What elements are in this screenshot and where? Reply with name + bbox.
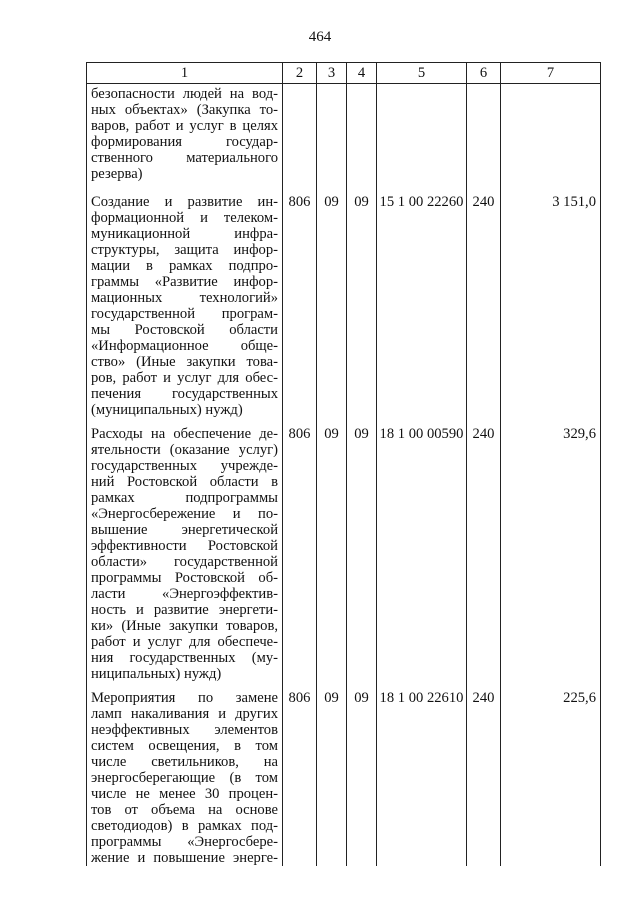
row-section-code: 09: [317, 424, 347, 688]
description-line: неэффективных элементов: [91, 722, 278, 738]
description-line: муникационной инфра-: [91, 226, 278, 242]
description-line: формационной и телеком-: [91, 210, 278, 226]
row-description: [87, 688, 283, 866]
row-section-code: [317, 84, 347, 193]
description-line: тов от объема на основе: [91, 802, 278, 818]
row-subsection-code: 09: [347, 192, 377, 424]
header-col-3: 3: [317, 63, 347, 84]
header-col-1: 1: [87, 63, 283, 84]
row-target-article: [377, 84, 467, 193]
description-line: Расходы на обеспечение де-: [91, 426, 278, 442]
row-section-code: 09: [317, 688, 347, 866]
row-amount: [501, 84, 601, 193]
row-ministry-code: 806: [283, 192, 317, 424]
description-line: ственного материального: [91, 150, 278, 166]
row-amount: 225,6: [501, 688, 601, 866]
row-ministry-code: 806: [283, 688, 317, 866]
description-line: числе светильников, на: [91, 754, 278, 770]
description-line: (муниципальных) нужд): [91, 402, 243, 418]
header-col-7: 7: [501, 63, 601, 84]
row-target-article: 15 1 00 22260: [377, 192, 467, 424]
description-line: ность и развитие энергети-: [91, 602, 278, 618]
table-row: [87, 192, 601, 424]
description-line: мы Ростовской области: [91, 322, 278, 338]
description-line: ласти «Энергоэффектив-: [91, 586, 278, 602]
row-expense-type: 240: [467, 192, 501, 424]
table-row: [87, 84, 601, 193]
description-line: «Энергосбережение и по-: [91, 506, 278, 522]
description-line: вышение энергетической: [91, 522, 278, 538]
description-line: государственной програм-: [91, 306, 278, 322]
row-description: [87, 192, 283, 424]
description-line: ний Ростовской области в: [91, 474, 278, 490]
row-expense-type: 240: [467, 688, 501, 866]
header-col-2: 2: [283, 63, 317, 84]
description-line: программы Ростовской об-: [91, 570, 278, 586]
description-line: ных объектах» (Закупка то-: [91, 102, 278, 118]
row-section-code: 09: [317, 192, 347, 424]
header-col-5: 5: [377, 63, 467, 84]
page-number: 464: [308, 29, 332, 45]
description-line: энергосберегающие (в том: [91, 770, 278, 786]
description-line: Мероприятия по замене: [91, 690, 278, 706]
row-amount: 3 151,0: [501, 192, 601, 424]
description-line: Создание и развитие ин-: [91, 194, 278, 210]
row-ministry-code: [283, 84, 317, 193]
description-line: ятельности (оказание услуг): [91, 442, 278, 458]
row-expense-type: [467, 84, 501, 193]
description-line: светодиодов) в рамках под-: [91, 818, 278, 834]
row-ministry-code: 806: [283, 424, 317, 688]
description-line: мационных технологий»: [91, 290, 278, 306]
table-row: [87, 688, 601, 866]
header-col-6: 6: [467, 63, 501, 84]
description-line: «Информационное обще-: [91, 338, 278, 354]
description-line: систем освещения, в том: [91, 738, 278, 754]
row-expense-type: 240: [467, 424, 501, 688]
budget-table: [86, 62, 601, 866]
description-line: числе не менее 30 процен-: [91, 786, 278, 802]
description-line: жение и повышение энерге-: [91, 850, 278, 866]
description-line: области» государственной: [91, 554, 278, 570]
description-line: мации в рамках подпро-: [91, 258, 278, 274]
description-line: ки» (Иные закупки товаров,: [91, 618, 278, 634]
row-target-article: 18 1 00 00590: [377, 424, 467, 688]
description-line: граммы «Развитие инфор-: [91, 274, 278, 290]
description-line: рамках подпрограммы: [91, 490, 278, 506]
row-subsection-code: [347, 84, 377, 193]
row-target-article: 18 1 00 22610: [377, 688, 467, 866]
description-line: ров, работ и услуг для обес-: [91, 370, 278, 386]
description-line: ламп накаливания и других: [91, 706, 278, 722]
description-line: программы «Энергосбере-: [91, 834, 278, 850]
row-subsection-code: 09: [347, 424, 377, 688]
header-col-4: 4: [347, 63, 377, 84]
header-row: [87, 63, 601, 84]
description-line: государственных учрежде-: [91, 458, 278, 474]
row-description: [87, 424, 283, 688]
description-line: безопасности людей на вод-: [91, 86, 278, 102]
table-row: [87, 424, 601, 688]
row-subsection-code: 09: [347, 688, 377, 866]
description-line: работ и услуг для обеспече-: [91, 634, 278, 650]
row-description: [87, 84, 283, 193]
row-amount: 329,6: [501, 424, 601, 688]
description-line: эффективности Ростовской: [91, 538, 278, 554]
description-line: ния государственных (му-: [91, 650, 278, 666]
description-line: варов, работ и услуг в целях: [91, 118, 278, 134]
description-line: ниципальных) нужд): [91, 666, 222, 682]
description-line: ство» (Иные закупки това-: [91, 354, 278, 370]
description-line: структуры, защита инфор-: [91, 242, 278, 258]
description-line: резерва): [91, 166, 143, 182]
description-line: печения государственных: [91, 386, 278, 402]
description-line: формирования государ-: [91, 134, 278, 150]
